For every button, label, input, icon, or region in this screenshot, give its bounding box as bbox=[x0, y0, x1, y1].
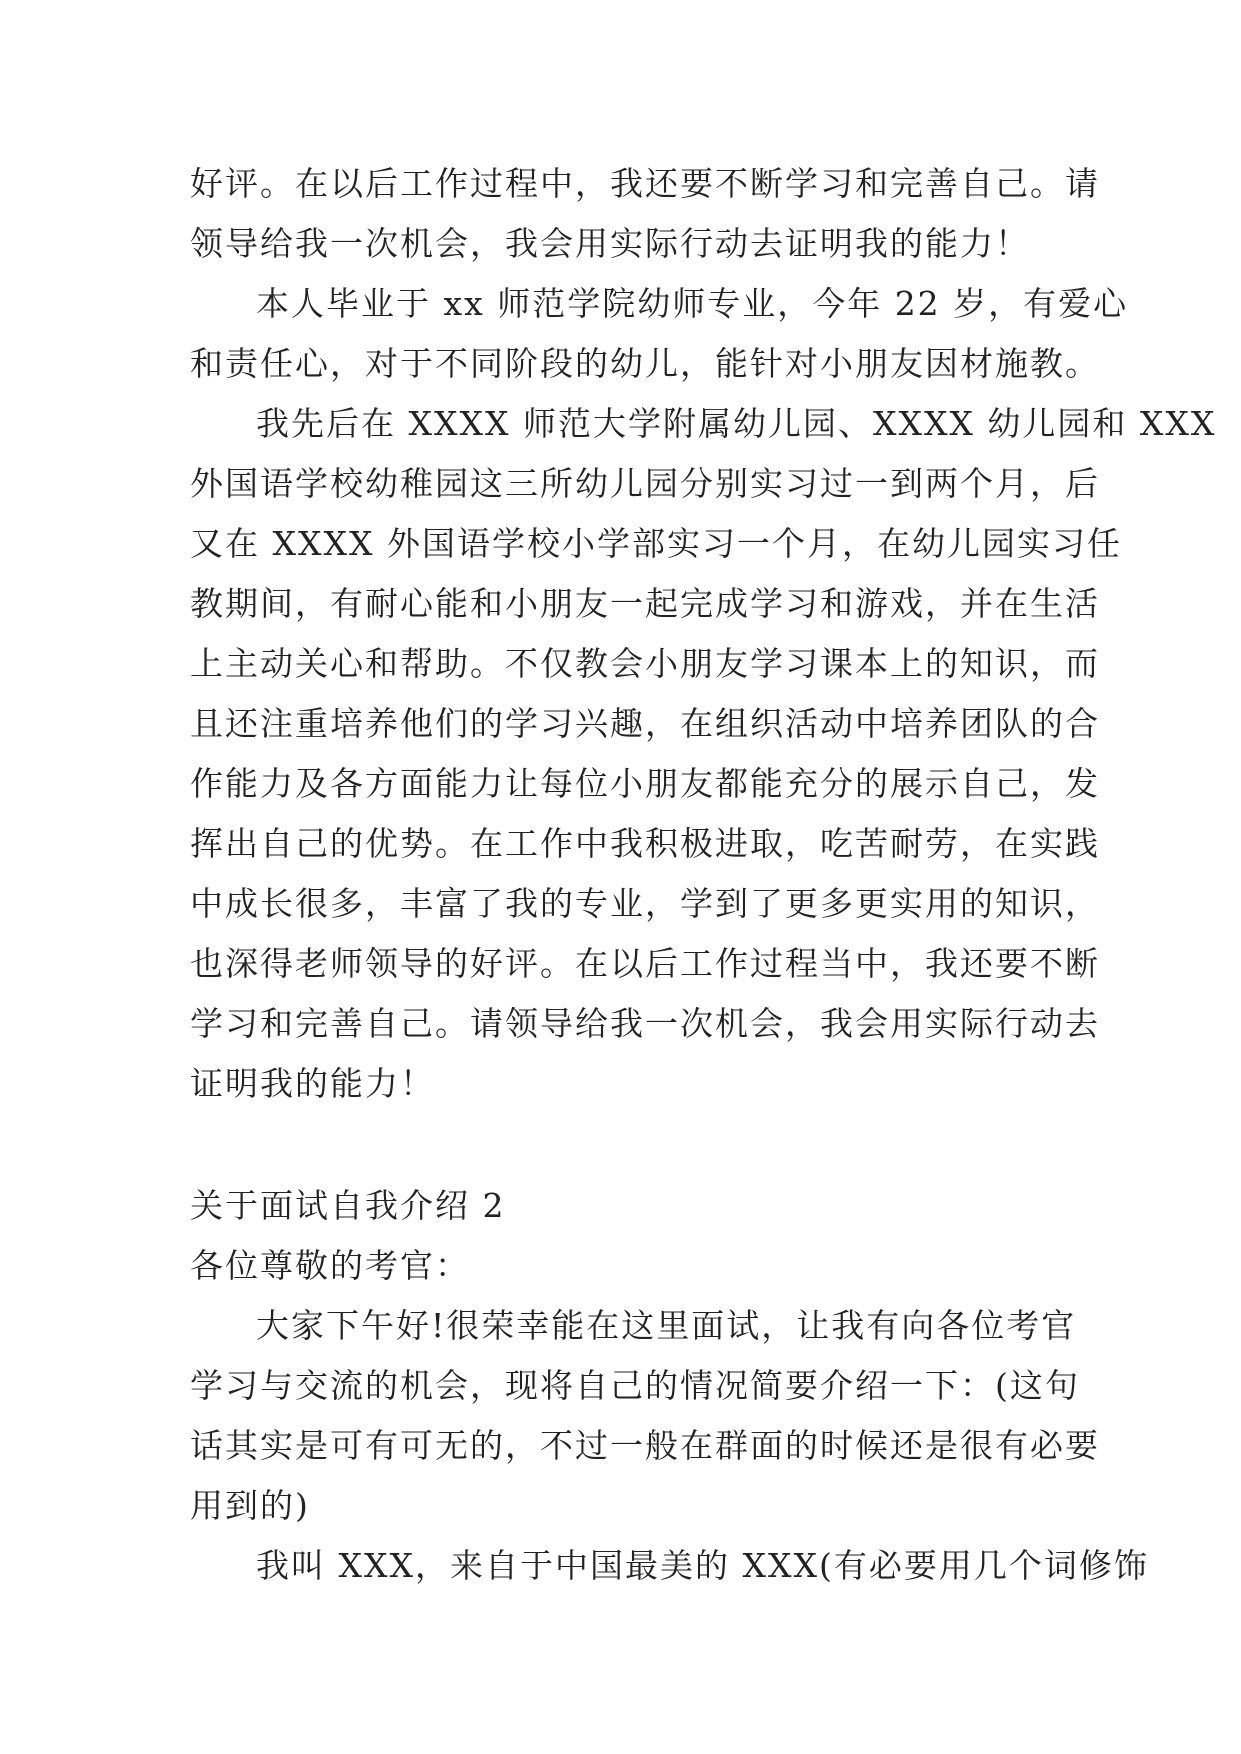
text-line: 挥出自己的优势。在工作中我积极进取，吃苦耐劳，在实践 bbox=[190, 824, 1100, 863]
text-line: 领导给我一次机会，我会用实际行动去证明我的能力！ bbox=[190, 224, 1030, 263]
text-line: 且还注重培养他们的学习兴趣，在组织活动中培养团队的合 bbox=[190, 704, 1100, 743]
greeting: 各位尊敬的考官： bbox=[190, 1246, 470, 1285]
text-line: 外国语学校幼稚园这三所幼儿园分别实习过一到两个月，后 bbox=[190, 464, 1100, 503]
text-line: 中成长很多，丰富了我的专业，学到了更多更实用的知识， bbox=[190, 884, 1100, 923]
text-line: 证明我的能力！ bbox=[190, 1064, 435, 1103]
text-line: 本人毕业于 xx 师范学院幼师专业，今年 22 岁，有爱心 bbox=[256, 284, 1129, 323]
text-line: 又在 XXXX 外国语学校小学部实习一个月，在幼儿园实习任 bbox=[190, 524, 1122, 563]
text-line: 话其实是可有可无的，不过一般在群面的时候还是很有必要 bbox=[190, 1426, 1100, 1465]
text-line: 和责任心，对于不同阶段的幼儿，能针对小朋友因材施教。 bbox=[190, 344, 1100, 383]
text-line: 好评。在以后工作过程中，我还要不断学习和完善自己。请 bbox=[190, 164, 1100, 203]
text-line: 学习与交流的机会，现将自己的情况简要介绍一下：(这句 bbox=[190, 1366, 1080, 1405]
text-line: 我叫 XXX，来自于中国最美的 XXX(有必要用几个词修饰 bbox=[256, 1546, 1149, 1585]
text-line: 大家下午好!很荣幸能在这里面试，让我有向各位考官 bbox=[256, 1306, 1077, 1345]
text-line: 作能力及各方面能力让每位小朋友都能充分的展示自己，发 bbox=[190, 764, 1100, 803]
text-line: 我先后在 XXXX 师范大学附属幼儿园、XXXX 幼儿园和 XXX bbox=[256, 404, 1217, 443]
section-title: 关于面试自我介绍 2 bbox=[190, 1186, 506, 1225]
text-line: 也深得老师领导的好评。在以后工作过程当中，我还要不断 bbox=[190, 944, 1100, 983]
text-line: 教期间，有耐心能和小朋友一起完成学习和游戏，并在生活 bbox=[190, 584, 1100, 623]
text-line: 用到的) bbox=[190, 1486, 310, 1525]
text-line: 学习和完善自己。请领导给我一次机会，我会用实际行动去 bbox=[190, 1004, 1100, 1043]
text-line: 上主动关心和帮助。不仅教会小朋友学习课本上的知识，而 bbox=[190, 644, 1100, 683]
